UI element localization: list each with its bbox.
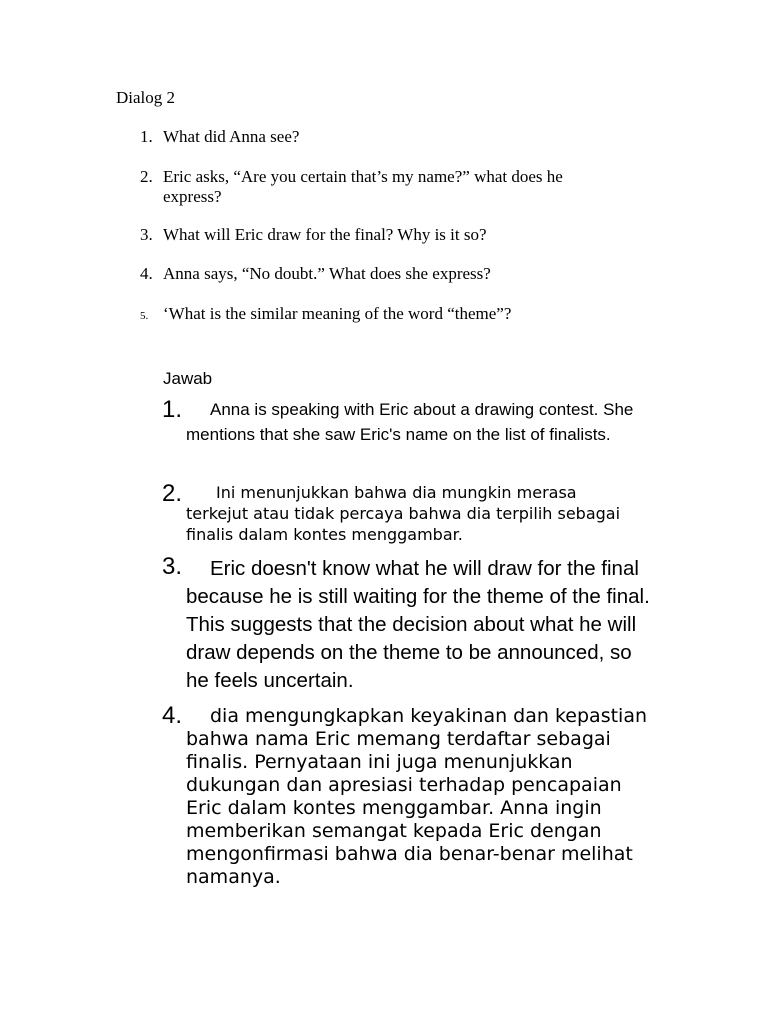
question-number: 2. xyxy=(140,167,153,186)
answer-text: Ini menunjukkan bahwa dia mungkin merasa terkejut atau tidak percaya bahwa dia terpilih sebagai finalis dalam kontes menggambar. xyxy=(186,483,621,544)
question-text: Eric asks, “Are you certain that’s my name?” what does he express? xyxy=(163,167,563,206)
answer-number: 4. xyxy=(162,702,183,729)
question-number: 4. xyxy=(140,264,153,283)
answers-heading: Jawab xyxy=(163,369,213,388)
answer-text: Anna is speaking with Eric about a drawing contest. She mentions that she saw Eric's name on the list of finalists. xyxy=(186,400,634,444)
answer-item xyxy=(162,555,652,695)
question-number: 3. xyxy=(140,225,153,244)
answer-number: 3. xyxy=(162,553,183,580)
document-title: Dialog 2 xyxy=(116,88,176,107)
answer-text: Eric doesn't know what he will draw for the final because he is still waiting for the theme of the final. This suggests that the decision about what he will draw depends on the theme to be announced, so he feels uncertain. xyxy=(186,557,650,692)
question-item xyxy=(140,127,603,147)
answer-number: 1. xyxy=(162,396,183,423)
question-text: ‘What is the similar meaning of the word “theme”? xyxy=(163,304,512,323)
answer-number: 2. xyxy=(162,480,183,507)
question-item xyxy=(140,264,603,284)
question-number: 1. xyxy=(140,127,153,146)
question-item xyxy=(140,167,603,207)
answer-item xyxy=(162,482,642,545)
question-text: What will Eric draw for the final? Why is it so? xyxy=(163,225,487,244)
answer-text: dia mengungkapkan keyakinan dan kepastian bahwa nama Eric memang terdaftar sebagai finalis. Pernyataan ini juga menunjukkan dukungan dan apresiasi terhadap pencapaian Eric dalam kontes menggambar. Anna ingin memberikan semangat kepada Eric dengan mengonfirmasi bahwa dia benar-benar melihat namanya. xyxy=(186,705,647,888)
answer-item xyxy=(162,398,652,447)
question-number: 5. xyxy=(140,310,149,322)
question-text: Anna says, “No doubt.” What does she express? xyxy=(163,264,491,283)
question-item xyxy=(140,304,603,324)
question-text: What did Anna see? xyxy=(163,127,300,146)
answer-item xyxy=(162,702,662,889)
question-item xyxy=(140,225,603,245)
